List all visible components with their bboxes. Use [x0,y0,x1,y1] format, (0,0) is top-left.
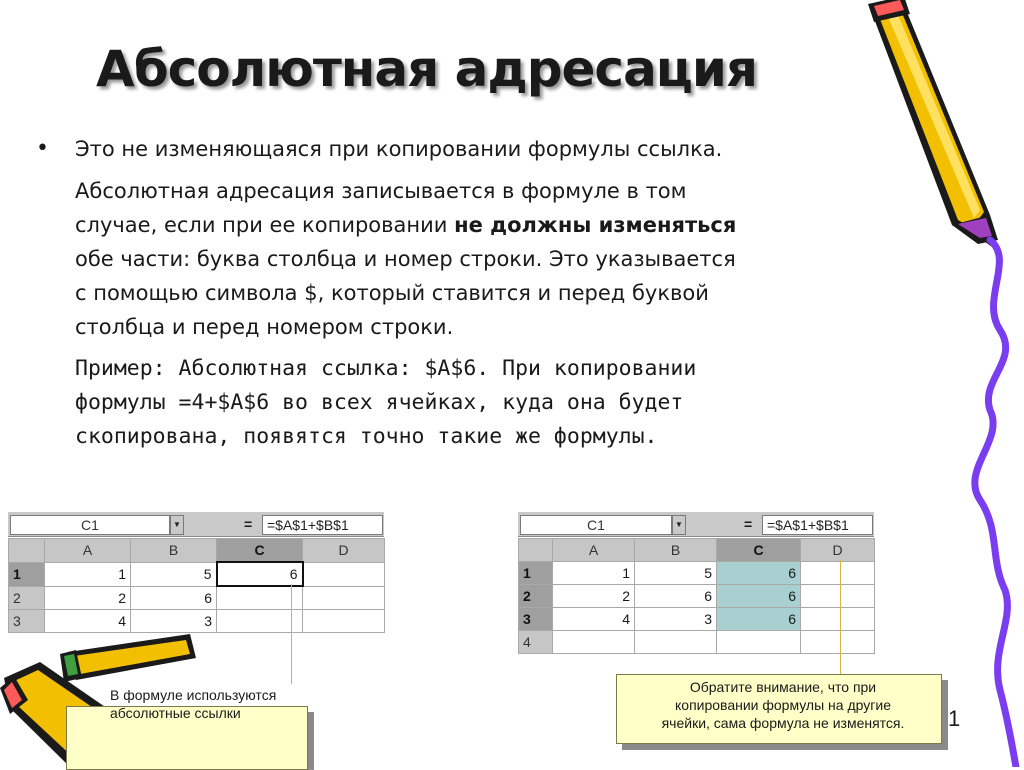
cell[interactable] [635,631,717,654]
cell[interactable]: 5 [131,562,217,586]
note-right-line-1: Обратите внимание, что при [689,679,877,695]
text-line-3 [75,208,736,242]
cell[interactable] [801,608,875,631]
cell[interactable] [217,586,303,610]
text-line-2: Абсолютная адресация записывается в формуле в том [75,179,687,203]
dropdown-arrow-icon[interactable]: ▼ [672,515,686,535]
text-line-3-start: случае, если при ее копировании [75,213,455,237]
grid-table [518,538,875,654]
column-header[interactable]: A [45,539,131,563]
cell[interactable]: 6 [635,585,717,608]
cell[interactable] [717,631,801,654]
cell[interactable]: 1 [553,562,635,585]
column-header[interactable]: B [131,539,217,563]
column-header[interactable]: B [635,539,717,562]
bold-phrase: не должны изменяться [454,213,737,237]
cell[interactable]: 1 [45,562,131,586]
column-header[interactable]: D [303,539,385,563]
row-header[interactable]: 2 [9,586,45,610]
formula-bar [8,512,384,537]
cell[interactable] [801,585,875,608]
active-cell[interactable]: 6 [217,562,303,586]
note-right-line-3: ячейки, сама формула не изменятся. [661,715,905,731]
spreadsheet-right [518,512,874,656]
page-number: 1 [948,706,961,731]
highlighted-cell[interactable]: 6 [717,608,801,631]
cell[interactable]: 5 [635,562,717,585]
cell[interactable] [217,610,303,633]
corner-cell[interactable] [9,539,45,563]
column-header-selected[interactable]: C [717,539,801,562]
bullet-marker: • [36,136,49,161]
pencil-icon [60,634,196,682]
example-line-1: Пример: Абсолютная ссылка: $A$6. При копировании [75,356,697,381]
equals-sign: = [744,516,753,532]
cell[interactable] [303,610,385,633]
row-header-selected[interactable]: 1 [519,562,553,585]
cell[interactable]: 3 [635,608,717,631]
equals-sign: = [244,516,253,532]
dropdown-arrow-icon[interactable]: ▼ [170,515,184,535]
formula-input[interactable]: =$A$1+$B$1 [762,515,873,535]
highlighted-cell[interactable]: 6 [717,585,801,608]
grid-table [8,538,385,633]
note-left-line-2: абсолютные ссылки [110,705,241,721]
text-line-6: столбца и перед номером строки. [75,315,454,339]
table-row [9,562,385,586]
example-line-2: формулы =4+$A$6 во всех ячейках, куда она будет [75,390,684,415]
column-header[interactable]: A [553,539,635,562]
formula-input[interactable]: =$A$1+$B$1 [262,515,383,535]
cell[interactable] [553,631,635,654]
column-header-row [9,539,385,563]
cell[interactable]: 6 [131,586,217,610]
table-row [519,608,875,631]
highlighted-cell[interactable]: 6 [717,562,801,585]
table-row [9,586,385,610]
text-line-1: Это не изменяющаяся при копировании формулы ссылка. [75,137,723,161]
column-header[interactable]: D [801,539,875,562]
corner-cell[interactable] [519,539,553,562]
cell[interactable]: 4 [45,610,131,633]
ribbon-icon [975,240,1016,767]
note-left-line-1: В формуле используются [110,687,277,703]
pencil-icon [868,0,998,250]
name-box[interactable]: C1 [10,515,170,535]
formula-bar [518,512,874,537]
text-line-4: обе части: буква столбца и номер строки. Это указывается [75,247,736,271]
page-title: Абсолютная адресация [96,40,758,98]
cell[interactable]: 2 [45,586,131,610]
cell[interactable]: 2 [553,585,635,608]
table-row [519,585,875,608]
cell[interactable]: 3 [131,610,217,633]
row-header[interactable]: 3 [9,610,45,633]
cell[interactable] [303,586,385,610]
row-header-selected[interactable]: 3 [519,608,553,631]
column-header-selected[interactable]: C [217,539,303,563]
note-left [110,686,320,722]
column-header-row [519,539,875,562]
table-row [519,562,875,585]
text-line-5: с помощью символа $, который ставится и перед буквой [75,281,709,305]
example-line-3: скопирована, появятся точно такие же формулы. [75,424,658,449]
callout-line-right [840,560,841,676]
note-right [630,678,936,732]
spreadsheet-left [8,512,384,636]
row-header[interactable]: 4 [519,631,553,654]
cell[interactable] [303,562,385,586]
row-header-selected[interactable]: 2 [519,585,553,608]
callout-line-left [291,584,292,684]
note-right-line-2: копировании формулы на другие [675,697,891,713]
name-box[interactable]: C1 [520,515,672,535]
cell[interactable] [801,562,875,585]
cell[interactable] [801,631,875,654]
cell[interactable]: 4 [553,608,635,631]
row-header-selected[interactable]: 1 [9,562,45,586]
table-row [519,631,875,654]
